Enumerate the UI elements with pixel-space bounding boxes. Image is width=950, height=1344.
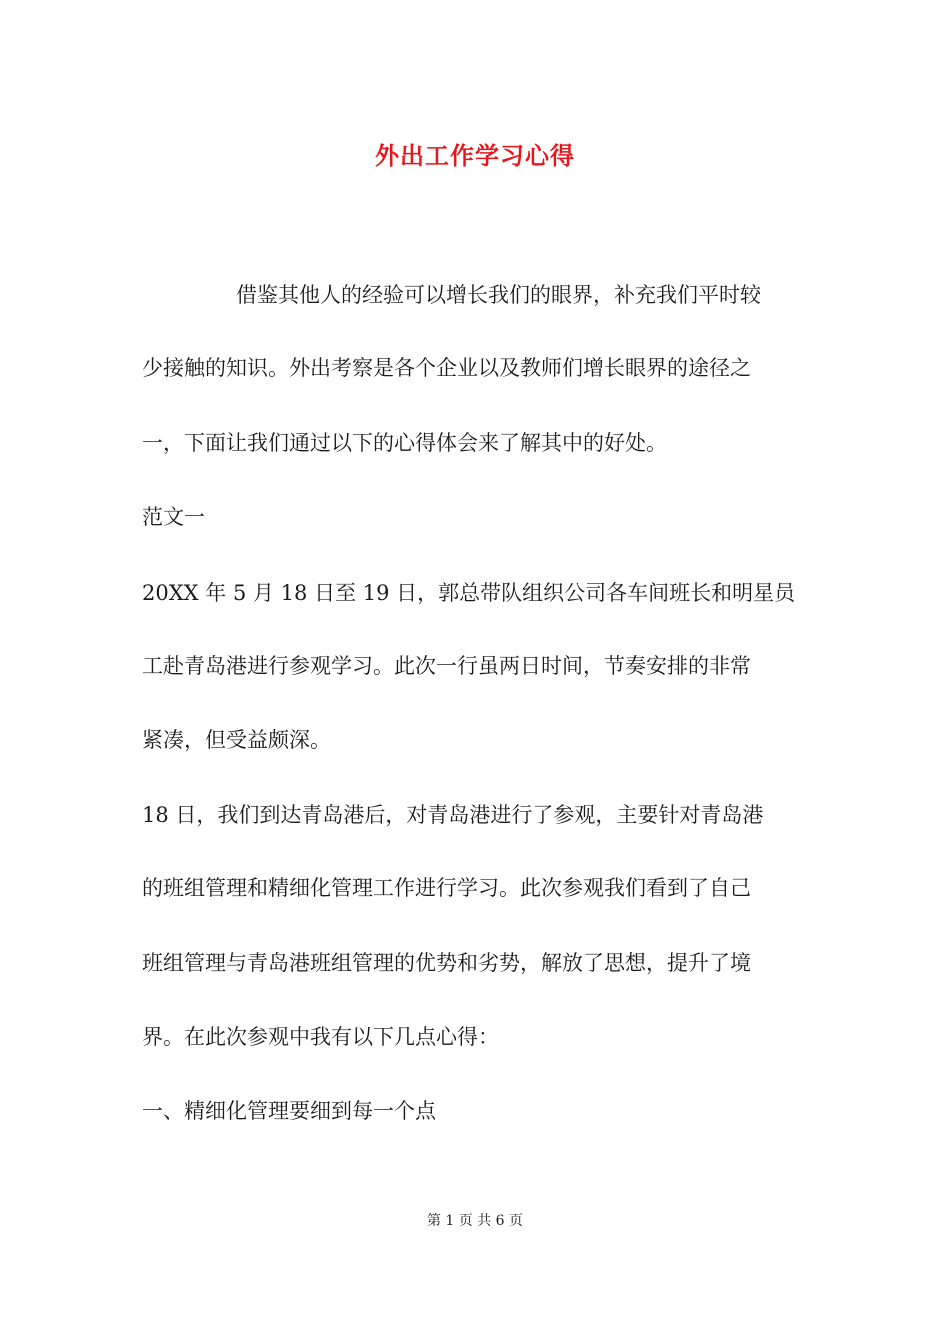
- body-line: 一，下面让我们通过以下的心得体会来了解其中的好处。: [142, 431, 667, 455]
- page-number-footer: 第 1 页 共 6 页: [426, 1213, 524, 1229]
- body-line: 界。在此次参观中我有以下几点心得：: [142, 1025, 499, 1049]
- body-line: 18 日，我们到达青岛港后，对青岛港进行了参观，主要针对青岛港: [142, 803, 764, 827]
- body-line: 工赴青岛港进行参观学习。此次一行虽两日时间，节奏安排的非常: [142, 654, 751, 678]
- document-title: 外出工作学习心得: [375, 141, 575, 170]
- body-line: 班组管理与青岛港班组管理的优势和劣势，解放了思想，提升了境: [142, 951, 751, 975]
- body-line: 紧凑，但受益颇深。: [142, 728, 331, 752]
- body-line: 借鉴其他人的经验可以增长我们的眼界，补充我们平时较: [236, 283, 761, 307]
- subsection-heading: 一、精细化管理要细到每一个点: [142, 1099, 436, 1123]
- body-line: 的班组管理和精细化管理工作进行学习。此次参观我们看到了自己: [142, 876, 751, 900]
- body-line: 20XX 年 5 月 18 日至 19 日，郭总带队组织公司各车间班长和明星员: [142, 581, 796, 605]
- section-heading: 范文一: [142, 505, 205, 529]
- body-line: 少接触的知识。外出考察是各个企业以及教师们增长眼界的途径之: [142, 356, 751, 380]
